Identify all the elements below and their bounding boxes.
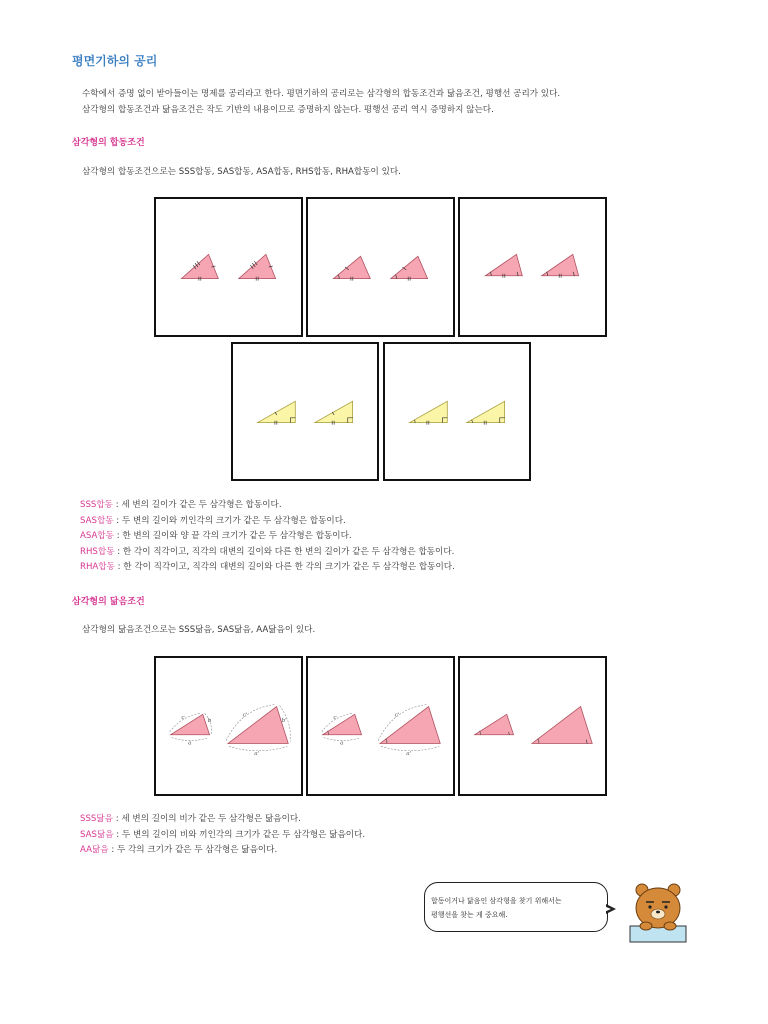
congruence-intro: 삼각형의 합동조건으로는 SSS합동, SAS합동, ASA합동, RHS합동, RHA합동이 있다.	[82, 167, 401, 177]
definition-sas-congruence	[80, 514, 455, 530]
definition-text: : 두 변의 길이의 비와 끼인각의 크기가 같은 두 삼각형은 닮음이다.	[113, 829, 366, 840]
figure-sas-similarity	[306, 656, 455, 796]
similarity-intro: 삼각형의 닮음조건으로는 SSS닮음, SAS닮음, AA닮음이 있다.	[82, 625, 316, 635]
definition-asa-congruence	[80, 529, 455, 545]
side-label-c: b	[207, 718, 212, 725]
bubble-line-2: 평행선을 찾는 게 중요해.	[431, 911, 508, 919]
intro-line-2: 삼각형의 합동조건과 닮음조건은 작도 기반의 내용이므로 증명하지 않는다. 평행선 공리 역시 증명하지 않는다.	[82, 105, 494, 115]
congruence-definitions	[80, 498, 455, 576]
figure-sas-congruence	[306, 197, 455, 337]
term: SAS닮음	[80, 829, 114, 840]
figure-asa-congruence	[458, 197, 607, 337]
side-label-c-prime: c'	[394, 712, 400, 719]
side-label-a: a	[188, 740, 192, 747]
side-label-c-prime: c'	[242, 712, 248, 719]
speech-bubble-tail-inner	[604, 906, 611, 912]
term: SSS닮음	[80, 814, 113, 824]
figure-sss-congruence	[154, 197, 303, 337]
figure-rhs-congruence	[231, 342, 379, 481]
term: ASA합동	[80, 531, 114, 541]
intro-line-1: 수학에서 증명 없이 받아들이는 명제를 공리라고 한다. 평면기하의 공리로는 삼각형의 합동조건과 닮음조건, 평행선 공리가 있다.	[82, 89, 561, 99]
similarity-definitions	[80, 812, 365, 859]
bubble-line-1: 합동이거나 닮음인 삼각형을 찾기 위해서는	[431, 897, 562, 905]
definition-aa-similarity	[80, 843, 365, 859]
term: RHS합동	[80, 546, 115, 557]
congruence-heading: 삼각형의 합동조건	[72, 138, 145, 148]
term: SSS합동	[80, 500, 113, 510]
bear-mascot-icon	[628, 880, 688, 944]
definition-text: : 세 변의 길이가 같은 두 삼각형은 합동이다.	[112, 500, 282, 510]
definition-text: : 두 각의 크기가 같은 두 삼각형은 닮음이다.	[108, 845, 278, 855]
definition-rha-congruence	[80, 560, 455, 576]
definition-text: : 세 변의 길이의 비가 같은 두 삼각형은 닮음이다.	[112, 814, 301, 824]
term: SAS합동	[80, 515, 114, 526]
figure-aa-similarity	[458, 656, 607, 796]
definition-sss-similarity	[80, 812, 365, 828]
side-label-c: c	[333, 715, 337, 722]
definition-sas-similarity	[80, 828, 365, 844]
term: RHA합동	[80, 562, 115, 572]
definition-sss-congruence	[80, 498, 455, 514]
page-title: 평면기하의 공리	[72, 54, 158, 68]
side-label-a-prime: a'	[254, 751, 260, 758]
side-label-a: a	[340, 740, 344, 747]
side-label-b-prime: b'	[281, 718, 287, 725]
definition-text: : 두 변의 길이와 끼인각의 크기가 같은 두 삼각형은 합동이다.	[113, 515, 346, 526]
similarity-heading: 삼각형의 닮음조건	[72, 597, 145, 607]
speech-bubble	[424, 882, 608, 932]
side-label-a-prime: a'	[406, 751, 412, 758]
term: AA닮음	[80, 845, 109, 855]
figure-rha-congruence	[383, 342, 531, 481]
definition-text: : 한 각이 직각이고, 직각의 대변의 길이와 다른 한 변의 길이가 같은 두 삼각형은 합동이다.	[114, 546, 455, 557]
definition-text: : 한 각이 직각이고, 직각의 대변의 길이와 다른 한 각의 크기가 같은 두 삼각형은 합동이다.	[114, 562, 455, 572]
definition-text: : 한 변의 길이와 양 끝 각의 크기가 같은 두 삼각형은 합동이다.	[113, 531, 352, 541]
side-label-b: c	[181, 715, 185, 722]
figure-sss-similarity	[154, 656, 303, 796]
definition-rhs-congruence	[80, 545, 455, 561]
